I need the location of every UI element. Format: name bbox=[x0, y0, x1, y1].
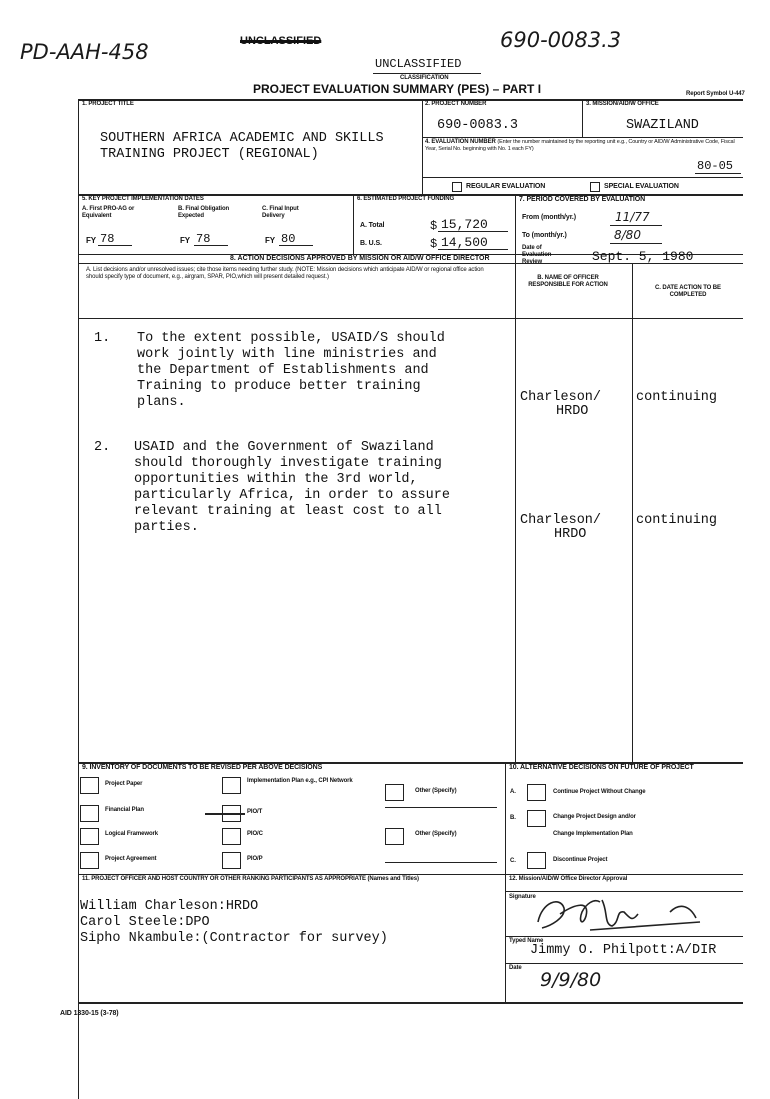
action-item-1-date: continuing bbox=[636, 390, 718, 405]
financial-plan-checkbox[interactable] bbox=[80, 805, 99, 822]
evaluation-number-label: 4. EVALUATION NUMBER (Enter the number maintained by the reporting unit e.g., Country or AID/W Administrative Code, Fiscal Year, Serial No. beginning with No. 1 each FY) bbox=[425, 139, 735, 152]
change-project-label: Change Project Design and/or bbox=[553, 814, 636, 820]
alternative-b-letter: B. bbox=[510, 815, 516, 821]
signature-label: Signature bbox=[509, 894, 536, 900]
alternative-a-letter: A. bbox=[510, 789, 516, 795]
review-date-value: Sept. 5, 1980 bbox=[592, 249, 694, 264]
actions-col-a-header: A. List decisions and/or unresolved issues; cite those items needing further study. (NOTE: Mission decisions which anticipate AID/W or regional office action should specify type of document, e.g., airgram, SPAR, PIO,which will present detailed request.) bbox=[86, 267, 484, 280]
period-to-value: 8/80 bbox=[614, 228, 641, 242]
key-date-c-value: 80 bbox=[281, 232, 296, 246]
pio-p-label: PIO/P bbox=[247, 856, 263, 862]
funding-total-value: 15,720 bbox=[441, 217, 488, 232]
action-item-2-officer: Charleson/ bbox=[520, 513, 602, 528]
pio-t-checkmark bbox=[205, 813, 245, 815]
action-item-2-number: 2. bbox=[94, 440, 111, 455]
review-date-label: Date of Evaluation Review bbox=[522, 245, 552, 265]
project-paper-checkbox[interactable] bbox=[80, 777, 99, 794]
evaluation-number-value: 80-05 bbox=[697, 159, 734, 173]
project-paper-label: Project Paper bbox=[105, 781, 143, 787]
officer-line-2: Carol Steele:DPO bbox=[80, 915, 210, 930]
action-item-1-text: To the extent possible, USAID/S should work jointly with line ministries and the Department of Establishments and Training to produce better training plans. bbox=[137, 331, 445, 410]
special-evaluation-checkbox[interactable] bbox=[590, 182, 600, 192]
actions-col-b-header: B. NAME OF OFFICER RESPONSIBLE FOR ACTION bbox=[528, 275, 608, 288]
other-1-label: Other (Specify) bbox=[415, 788, 457, 794]
form-number: AID 1330-15 (3-78) bbox=[60, 1010, 119, 1017]
key-dates-label: 5. KEY PROJECT IMPLEMENTATION DATES bbox=[82, 196, 204, 202]
approval-date-value: 9/9/80 bbox=[540, 969, 602, 991]
pio-t-label: PIO/T bbox=[247, 809, 263, 815]
period-from-value: 11/77 bbox=[615, 210, 650, 224]
project-agreement-label: Project Agreement bbox=[105, 856, 157, 862]
key-date-a-value: 78 bbox=[100, 232, 115, 246]
classification: UNCLASSIFIED bbox=[375, 57, 462, 71]
action-item-2-officer-title: HRDO bbox=[554, 527, 587, 542]
form-title: PROJECT EVALUATION SUMMARY (PES) – PART I bbox=[253, 82, 542, 96]
period-from-label: From (month/yr.) bbox=[522, 214, 577, 221]
mission-label: 3. MISSION/AID/W OFFICE bbox=[586, 101, 659, 107]
funding-total-currency: $ bbox=[430, 219, 438, 233]
handwritten-project-number: 690-0083.3 bbox=[500, 28, 622, 52]
key-date-b-label: B. Final Obligation Expected bbox=[178, 206, 230, 219]
actions-col-c-header: C. DATE ACTION TO BE COMPLETED bbox=[655, 285, 721, 298]
project-agreement-checkbox[interactable] bbox=[80, 852, 99, 869]
key-date-c-label: C. Final Input Delivery bbox=[262, 206, 299, 219]
discontinue-project-label: Discontinue Project bbox=[553, 857, 608, 863]
project-number-value: 690-0083.3 bbox=[437, 118, 519, 133]
discontinue-project-checkbox[interactable] bbox=[527, 852, 546, 869]
continue-project-label: Continue Project Without Change bbox=[553, 789, 646, 795]
pio-c-label: PIO/C bbox=[247, 831, 263, 837]
action-item-1-number: 1. bbox=[94, 331, 111, 346]
handwritten-document-id: PD-AAH-458 bbox=[20, 40, 149, 64]
change-plan-label: Change Implementation Plan bbox=[553, 831, 633, 837]
implementation-plan-label: Implementation Plan e.g., CPI Network bbox=[247, 778, 353, 784]
other-2-label: Other (Specify) bbox=[415, 831, 457, 837]
alternatives-label: 10. ALTERNATIVE DECISIONS ON FUTURE OF PROJECT bbox=[509, 764, 694, 771]
project-title-line2: TRAINING PROJECT (REGIONAL) bbox=[100, 147, 319, 162]
funding-us-label: B. U.S. bbox=[360, 240, 382, 247]
classification-label: CLASSIFICATION bbox=[400, 75, 449, 81]
action-item-2-text: USAID and the Government of Swaziland should thoroughly investigate training opportunities within the 3rd world, particularly Africa, in order to assure relevant training at least cost to all parties. bbox=[134, 440, 450, 535]
funding-total-label: A. Total bbox=[360, 222, 385, 229]
key-date-a-fy: FY bbox=[86, 236, 97, 245]
typed-name-value: Jimmy O. Philpott:A/DIR bbox=[530, 943, 717, 958]
project-number-label: 2. PROJECT NUMBER bbox=[425, 101, 487, 107]
logical-framework-checkbox[interactable] bbox=[80, 828, 99, 845]
period-to-label: To (month/yr.) bbox=[522, 232, 567, 239]
funding-label: 6. ESTIMATED PROJECT FUNDING bbox=[357, 196, 455, 202]
special-evaluation-label: SPECIAL EVALUATION bbox=[604, 183, 679, 190]
director-signature bbox=[520, 892, 730, 937]
financial-plan-label: Financial Plan bbox=[105, 807, 144, 813]
implementation-plan-checkbox[interactable] bbox=[222, 777, 241, 794]
other-1-checkbox[interactable] bbox=[385, 784, 404, 801]
project-title-label: 1. PROJECT TITLE bbox=[82, 101, 134, 107]
approval-label: 12. Mission/AID/W Office Director Approval bbox=[509, 876, 628, 882]
officer-line-3: Sipho Nkambule:(Contractor for survey) bbox=[80, 931, 388, 946]
period-label: 7. PERIOD COVERED BY EVALUATION bbox=[519, 196, 646, 203]
officer-line-1: William Charleson:HRDO bbox=[80, 899, 259, 914]
inventory-label: 9. INVENTORY OF DOCUMENTS TO BE REVISED PER ABOVE DECISIONS bbox=[82, 764, 323, 771]
typed-name-label: Typed Name bbox=[509, 938, 544, 944]
continue-project-checkbox[interactable] bbox=[527, 784, 546, 801]
action-item-1-officer-title: HRDO bbox=[556, 404, 589, 419]
change-project-checkbox[interactable] bbox=[527, 810, 546, 827]
officers-label: 11. PROJECT OFFICER AND HOST COUNTRY OR OTHER RANKING PARTICIPANTS AS APPROPRIATE (Names and Titles) bbox=[82, 876, 419, 882]
date-label: Date bbox=[509, 965, 522, 971]
mission-value: SWAZILAND bbox=[626, 118, 699, 133]
funding-us-value: 14,500 bbox=[441, 235, 488, 250]
key-date-b-value: 78 bbox=[196, 232, 211, 246]
key-date-c-fy: FY bbox=[265, 236, 276, 245]
pio-p-checkbox[interactable] bbox=[222, 852, 241, 869]
regular-evaluation-label: REGULAR EVALUATION bbox=[466, 183, 546, 190]
report-symbol: Report Symbol U-447 bbox=[686, 91, 745, 97]
struck-classification: UNCLASSIFIED bbox=[240, 35, 322, 47]
action-item-2-date: continuing bbox=[636, 513, 718, 528]
key-date-a-label: A. First PRO-AG or Equivalent bbox=[82, 206, 135, 219]
funding-us-currency: $ bbox=[430, 237, 438, 251]
action-item-1-officer: Charleson/ bbox=[520, 390, 602, 405]
project-title-line1: SOUTHERN AFRICA ACADEMIC AND SKILLS bbox=[100, 131, 384, 146]
actions-section-label: 8. ACTION DECISIONS APPROVED BY MISSION OR AID/W OFFICE DIRECTOR bbox=[230, 255, 490, 262]
regular-evaluation-checkbox[interactable] bbox=[452, 182, 462, 192]
pio-c-checkbox[interactable] bbox=[222, 828, 241, 845]
alternative-c-letter: C. bbox=[510, 858, 516, 864]
other-2-checkbox[interactable] bbox=[385, 828, 404, 845]
key-date-b-fy: FY bbox=[180, 236, 191, 245]
logical-framework-label: Logical Framework bbox=[105, 831, 158, 837]
